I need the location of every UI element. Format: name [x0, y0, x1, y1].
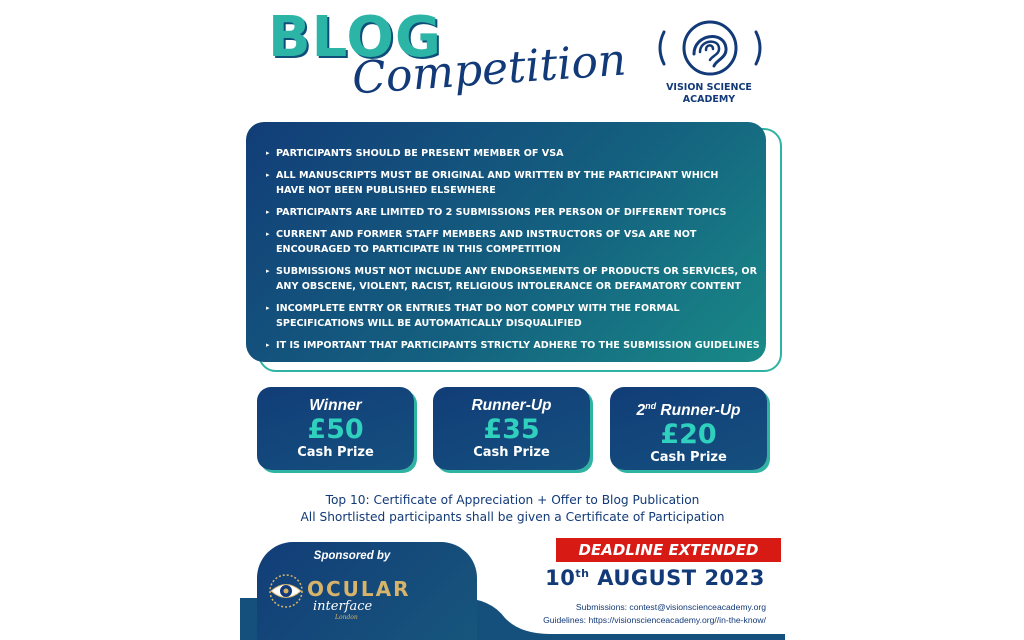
- bullet-icon: ▸: [266, 267, 270, 275]
- guidelines-url: Guidelines: https://visionscienceacademy.org//in-the-know/: [543, 615, 766, 625]
- eye-ear-logo-icon: [650, 18, 770, 80]
- submissions-email: Submissions: contest@visionscienceacademy.org: [575, 602, 766, 612]
- prize-caption: Cash Prize: [473, 445, 550, 460]
- rules-panel: [246, 122, 766, 362]
- prize-amount: £50: [307, 414, 364, 445]
- rule-text: PARTICIPANTS ARE LIMITED TO 2 SUBMISSIONS PER PERSON OF DIFFERENT TOPICS: [276, 207, 727, 218]
- rule-item: [266, 146, 766, 161]
- rule-text: SUBMISSIONS MUST NOT INCLUDE ANY ENDORSEMENTS OF PRODUCTS OR SERVICES, OR ANY OBSCENE, VIOLENT, RACIST, RELIGIOUS INTOLERANCE OR DEFAMATORY CONTENT: [276, 266, 757, 292]
- bullet-icon: ▸: [266, 208, 270, 216]
- rule-text: ALL MANUSCRIPTS MUST BE ORIGINAL AND WRITTEN BY THE PARTICIPANT WHICH HAVE NOT BEEN PUBLISHED ELSEWHERE: [276, 170, 719, 196]
- rule-item: [266, 227, 766, 257]
- bullet-icon: ▸: [266, 171, 270, 179]
- bullet-icon: ▸: [266, 230, 270, 238]
- title-blog: BLOG: [268, 5, 442, 70]
- academy-name-line2: ACADEMY: [682, 94, 736, 105]
- prize-card-second-runner-up: [610, 387, 767, 470]
- bullet-icon: ▸: [266, 304, 270, 312]
- vision-science-academy-logo: [650, 18, 770, 108]
- bullet-icon: ▸: [266, 149, 270, 157]
- sponsor-name-script: interface: [313, 599, 373, 614]
- prize-caption: Cash Prize: [650, 450, 727, 466]
- rule-item: [266, 301, 766, 331]
- prize-card-winner: [257, 387, 414, 470]
- rule-text: INCOMPLETE ENTRY OR ENTRIES THAT DO NOT COMPLY WITH THE FORMAL SPECIFICATIONS WILL BE AUTOMATICALLY DISQUALIFIED: [276, 303, 680, 329]
- prize-amount: £20: [660, 419, 717, 451]
- deadline-badge: DEADLINE EXTENDED: [556, 538, 781, 562]
- rule-text: IT IS IMPORTANT THAT PARTICIPANTS STRICTLY ADHERE TO THE SUBMISSION GUIDELINES: [276, 340, 760, 351]
- sponsor-block: [257, 542, 477, 640]
- title-competition: Competition: [350, 34, 628, 105]
- shortlist-note: All Shortlisted participants shall be given a Certificate of Participation: [300, 510, 725, 524]
- sponsor-name: [307, 578, 411, 621]
- prize-card-runner-up: [433, 387, 590, 470]
- bullet-icon: ▸: [266, 341, 270, 349]
- rule-item: [266, 264, 766, 294]
- sponsor-name-main: OCULAR: [307, 577, 411, 601]
- rule-text: CURRENT AND FORMER STAFF MEMBERS AND INSTRUCTORS OF VSA ARE NOT ENCOURAGED TO PARTICIPATE IN THIS COMPETITION: [276, 229, 697, 255]
- prize-title: Winner: [309, 397, 362, 414]
- rule-item: [266, 338, 766, 353]
- prize-caption: Cash Prize: [297, 445, 374, 460]
- prize-amount: £35: [483, 414, 540, 445]
- rules-list: [266, 146, 766, 360]
- rule-text: PARTICIPANTS SHOULD BE PRESENT MEMBER OF VSA: [276, 148, 564, 159]
- top10-note: Top 10: Certificate of Appreciation + Offer to Blog Publication: [325, 493, 700, 507]
- deadline-date: 10th AUGUST 2023: [545, 566, 765, 590]
- ocular-eye-logo-icon: [267, 572, 305, 610]
- prize-title: Runner-Up: [471, 397, 552, 414]
- sponsor-city: London: [335, 614, 358, 621]
- academy-name-line1: VISION SCIENCE: [666, 82, 752, 93]
- rule-item: [266, 205, 766, 220]
- sponsor-label: Sponsored by: [313, 550, 391, 562]
- rule-item: [266, 168, 766, 198]
- prize-title: 2nd Runner-Up: [636, 401, 741, 420]
